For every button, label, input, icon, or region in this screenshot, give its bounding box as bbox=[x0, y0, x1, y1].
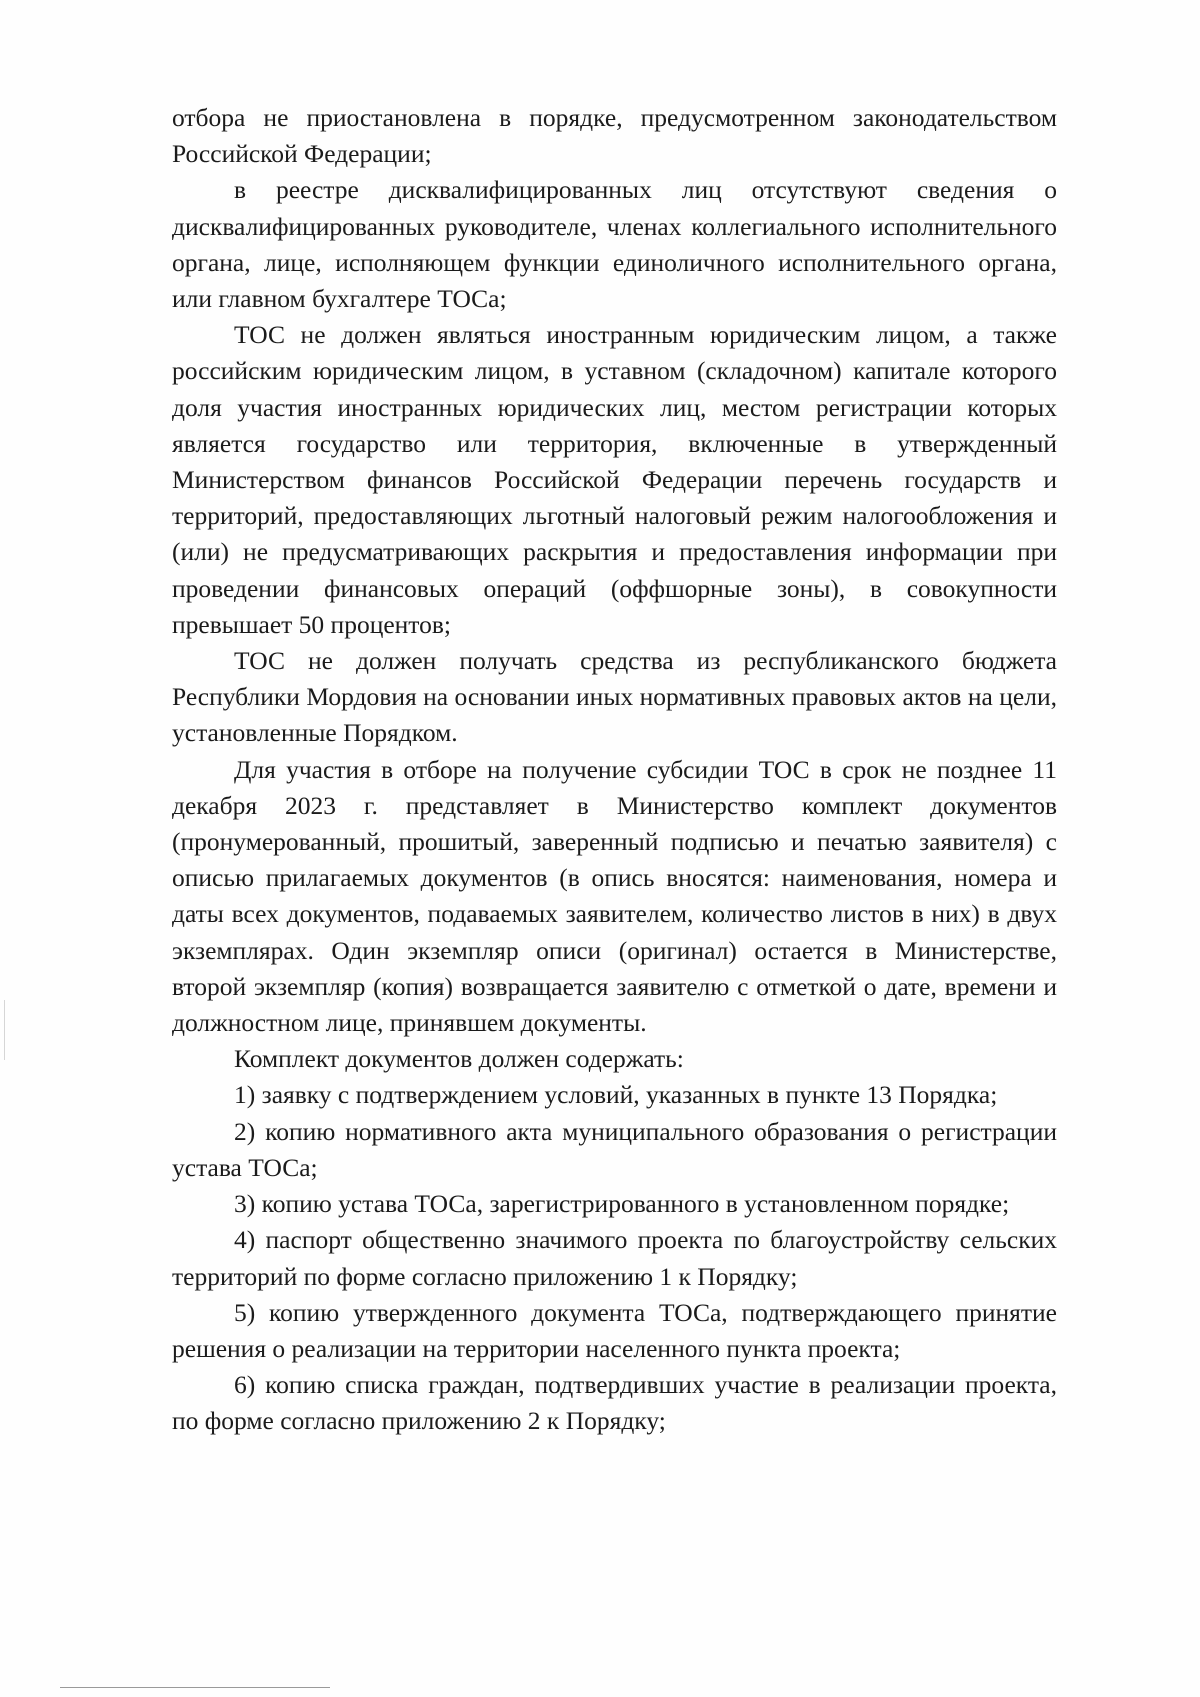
page-bottom-rule bbox=[60, 1687, 330, 1688]
paragraph-foreign-entity: ТОС не должен являться иностранным юридическим лицом, а также российским юридическим лицом, в уставном (складочном) капитале которого доля участия иностранных юридических лиц, местом регистрации которых является государство или территория, включенные в утвержденный Министерством финансов Российской Федерации перечень государств и территорий, предоставляющих льготный налоговый режим налогообложения и (или) не предусматривающих раскрытия и предоставления информации при проведении финансовых операций (оффшорные зоны), в совокупности превышает 50 процентов; bbox=[172, 320, 1057, 639]
list-item-2: 2) копию нормативного акта муниципального образования о регистрации устава ТОСа; bbox=[172, 1116, 1057, 1182]
list-item-4: 4) паспорт общественно значимого проекта по благоустройству сельских территорий по форме согласно приложению 1 к Порядку; bbox=[172, 1225, 1057, 1291]
paragraph-disqualified-persons: в реестре дисквалифицированных лиц отсутствуют сведения о дисквалифицированных руководителе, членах коллегиального исполнительного органа, лице, исполняющем функции единоличного исполнительного органа, или главном бухгалтере ТОСа; bbox=[172, 175, 1057, 314]
list-item-5: 5) копию утвержденного документа ТОСа, подтверждающего принятие решения о реализации на территории населенного пункта проекта; bbox=[172, 1297, 1057, 1363]
document-body bbox=[172, 100, 1057, 1440]
list-item-6: 6) копию списка граждан, подтвердивших участие в реализации проекта, по форме согласно приложению 2 к Порядку; bbox=[172, 1370, 1057, 1436]
paragraph-continuation: отбора не приостановлена в порядке, предусмотренном законодательством Российской Федерации; bbox=[172, 103, 1057, 169]
list-item-1: 1) заявку с подтверждением условий, указанных в пункте 13 Порядка; bbox=[234, 1080, 998, 1110]
paragraph-documents-intro: Комплект документов должен содержать: bbox=[234, 1044, 684, 1074]
scan-edge-mark bbox=[4, 1000, 5, 1060]
list-item-3: 3) копию устава ТОСа, зарегистрированного в установленном порядке; bbox=[234, 1189, 1010, 1219]
paragraph-submission: Для участия в отборе на получение субсидии ТОС в срок не позднее 11 декабря 2023 г. представляет в Министерство комплект документов (пронумерованный, прошитый, заверенный подписью и печатью заявителя) с описью прилагаемых документов (в опись вносятся: наименования, номера и даты всех документов, подаваемых заявителем, количество листов в них) в двух экземплярах. Один экземпляр описи (оригинал) остается в Министерстве, второй экземпляр (копия) возвращается заявителю с отметкой о дате, времени и должностном лице, принявшем документы. bbox=[172, 754, 1057, 1038]
paragraph-budget-funds: ТОС не должен получать средства из республиканского бюджета Республики Мордовия на основании иных нормативных правовых актов на цели, установленные Порядком. bbox=[172, 646, 1057, 748]
